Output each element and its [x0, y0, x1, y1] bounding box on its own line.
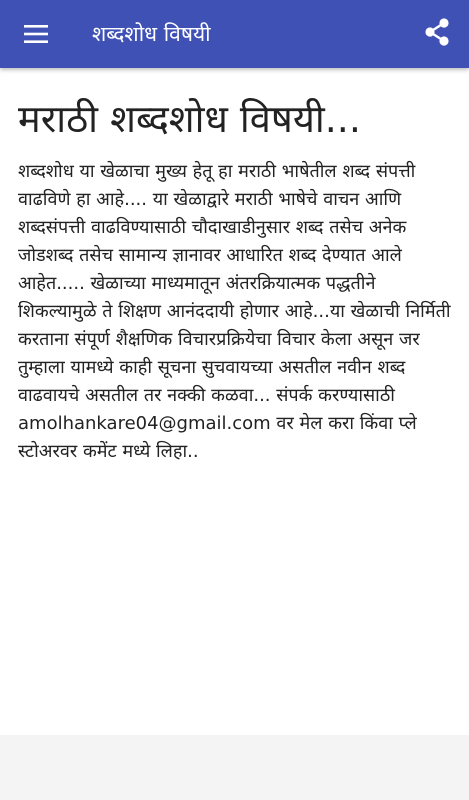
toolbar-title: शब्दशोध विषयी	[92, 22, 211, 46]
hamburger-menu-icon	[24, 24, 48, 44]
about-content	[0, 68, 469, 735]
about-description: शब्दशोध या खेळाचा मुख्य हेतू हा मराठी भाषेतील शब्द संपत्ती वाढविणे हा आहे.... या खेळाद्वारे मराठी भाषेचे वाचन आणि शब्दसंपत्ती वाढविण्यासाठी चौदाखाडीनुसार शब्द तसेच अनेक जोडशब्द तसेच सामान्य ज्ञानावर आधारित शब्द देण्यात आले आहेत..... खेळाच्या माध्यमातून अंतरक्रियात्मक पद्धतीने शिकल्यामुळे ते शिक्षण आनंददायी होणार आहे...या खेळाची निर्मिती करताना संपूर्ण शैक्षणिक विचारप्रक्रियेचा विचार केला असून जर तुम्हाला यामध्ये काही सूचना सुचवायच्या असतील नवीन शब्द वाढवायचे असतील तर नक्की कळवा... संपर्क करण्यासाठी amolhankare04@gmail.com वर मेल करा किंवा प्ले स्टोअरवर कमेंट मध्ये लिहा..	[18, 161, 451, 462]
share-icon	[423, 17, 451, 51]
menu-button[interactable]	[0, 0, 72, 68]
page-headline: मराठी शब्दशोध विषयी...	[18, 97, 361, 141]
app-toolbar	[0, 0, 469, 68]
bottom-strip	[0, 735, 469, 800]
share-button[interactable]	[405, 0, 469, 68]
